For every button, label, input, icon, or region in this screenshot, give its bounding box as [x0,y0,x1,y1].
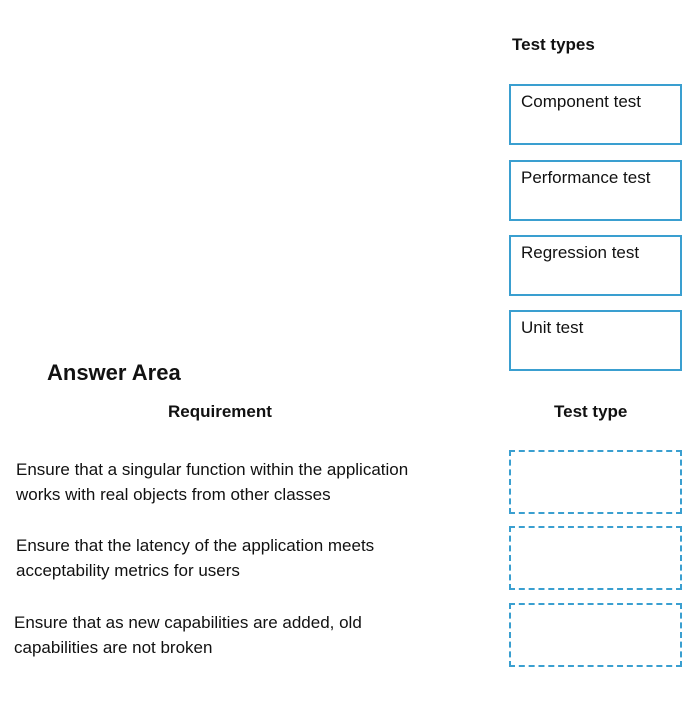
requirement-line: acceptability metrics for users [16,561,240,580]
test-type-column-header: Test type [554,402,628,421]
option-label: Component test [521,92,642,111]
test-types-heading: Test types [512,35,595,54]
answer-slot-3[interactable] [509,603,682,667]
requirement-column-header: Requirement [168,402,272,421]
requirement-line: Ensure that the latency of the application meets [16,536,375,555]
requirement-line: Ensure that as new capabilities are added, old [14,613,362,632]
answer-area-title: Answer Area [47,360,181,385]
option-label: Regression test [521,243,640,262]
requirement-2 [16,533,496,583]
option-label: Unit test [521,318,584,337]
answer-slot-2[interactable] [509,526,682,590]
requirement-line: works with real objects from other classes [16,485,331,504]
answer-slot-1[interactable] [509,450,682,514]
requirement-line: Ensure that a singular function within the application [16,460,409,479]
option-unit-test[interactable] [509,310,682,371]
requirement-3 [14,610,494,660]
option-component-test[interactable] [509,84,682,145]
requirement-line: capabilities are not broken [14,638,213,657]
option-performance-test[interactable] [509,160,682,221]
option-regression-test[interactable] [509,235,682,296]
option-label: Performance test [521,168,651,187]
requirement-1 [16,457,496,507]
